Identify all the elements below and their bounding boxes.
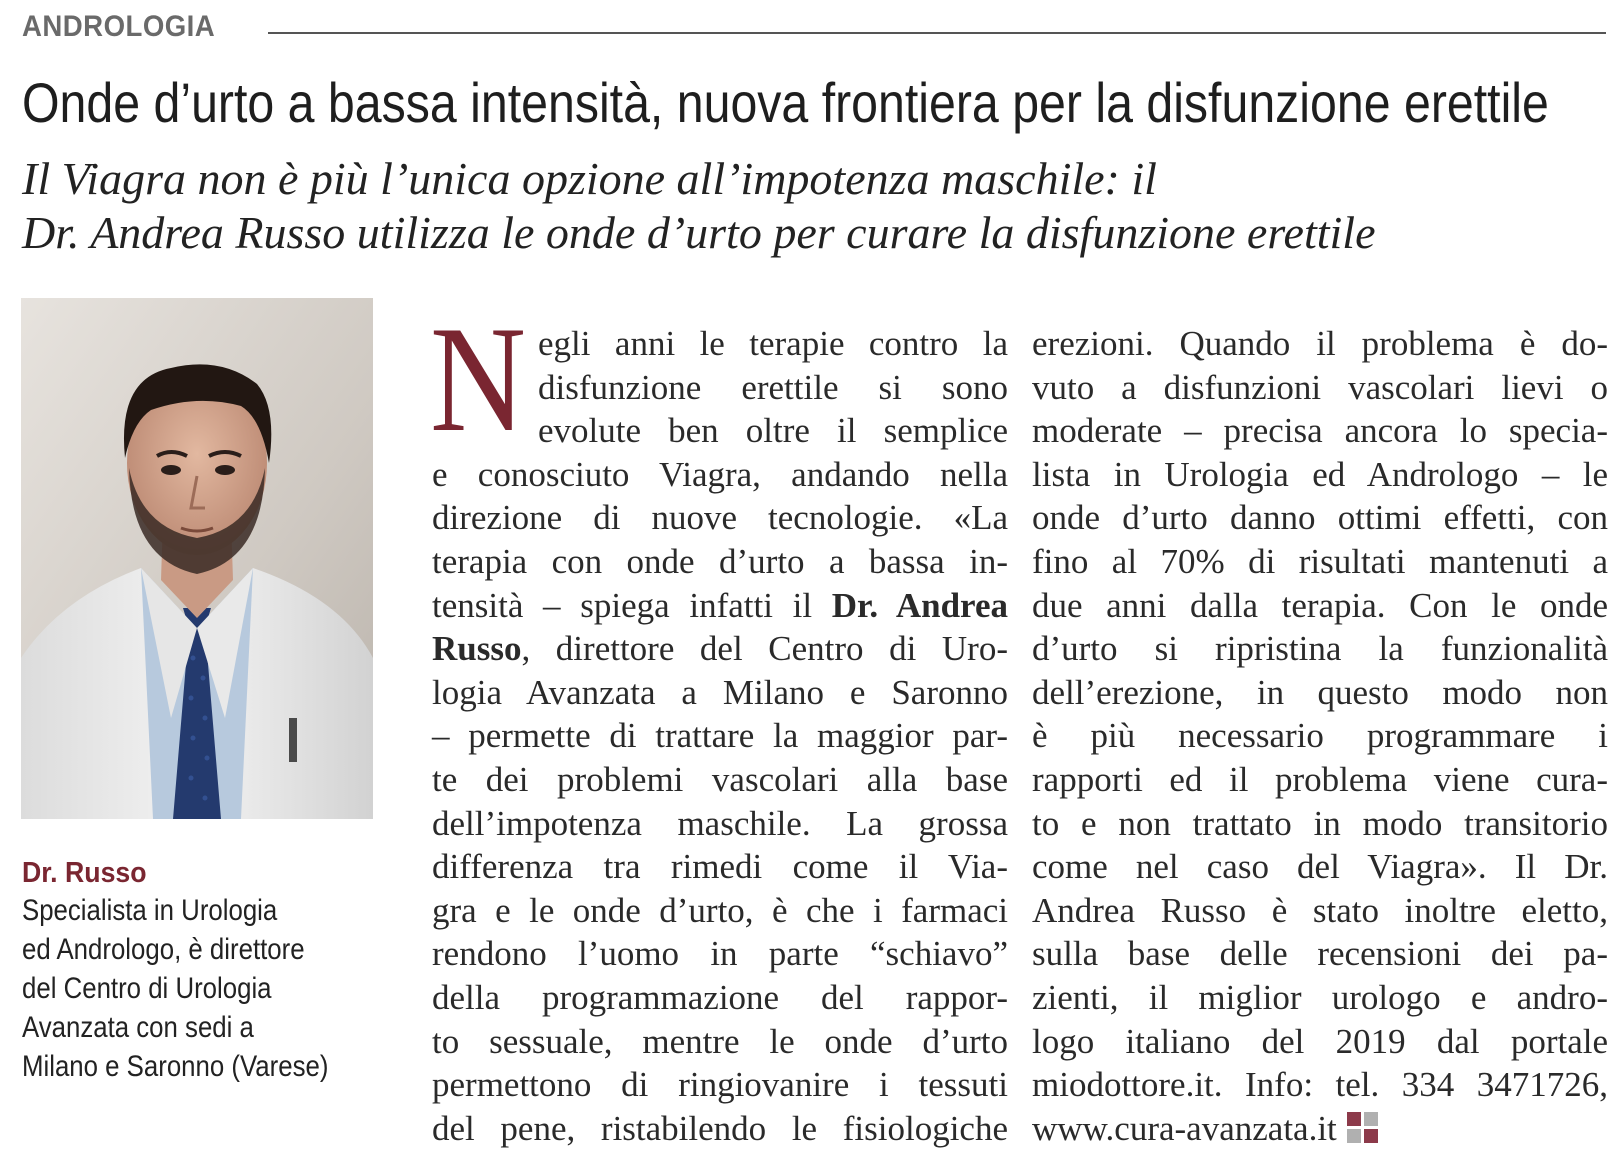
text-line: egli anni le terapie contro la	[538, 324, 1008, 363]
text-line: moderate – precisa ancora lo specia-	[1032, 411, 1608, 451]
section-label: ANDROLOGIA	[22, 10, 216, 43]
text-line: to sessuale, mentre le onde d’urto	[432, 1021, 1008, 1061]
caption-line: Specialista in Urologia	[22, 894, 278, 927]
text-line: to e non trattato in modo transitorio	[1032, 803, 1608, 843]
text-line: erezioni. Quando il problema è do-	[1032, 324, 1608, 363]
text-line: come nel caso del Viagra». Il Dr.	[1032, 847, 1608, 887]
caption-name: Dr. Russo	[22, 857, 147, 889]
caption-line: ed Andrologo, è direttore	[22, 933, 305, 966]
text-line: e conosciuto Viagra, andando nella	[432, 454, 1008, 494]
text-line: evolute ben oltre il semplice	[538, 411, 1008, 451]
text-line: rendono l’uomo in parte “schiavo”	[432, 934, 1008, 974]
text-line	[432, 584, 1008, 628]
text-line: direzione di nuove tecnologie. «La	[432, 498, 1008, 538]
text-line: lista in Urologia ed Andrologo – le	[1032, 454, 1608, 494]
website-text: www.cura-avanzata.it	[1032, 1108, 1337, 1148]
headline: Onde d’urto a bassa intensità, nuova frontiera per la disfunzione erettile	[22, 71, 1549, 134]
caption-line: Milano e Saronno (Varese)	[22, 1050, 329, 1083]
text-line	[1032, 1107, 1608, 1151]
subheadline-line: Il Viagra non è più l’unica opzione all’impotenza maschile: il	[22, 153, 1157, 204]
text-line: vuto a disfunzioni vascolari lievi o	[1032, 367, 1608, 407]
text-line: fino al 70% di risultati mantenuti a	[1032, 541, 1608, 581]
text-line: miodottore.it. Info: tel. 334 3471726,	[1032, 1065, 1608, 1105]
text-run: , direttore del Centro di Uro-	[521, 629, 1008, 669]
text-line: due anni dalla terapia. Con le onde	[1032, 585, 1608, 625]
article-column-2	[1032, 322, 1608, 1150]
text-line: gra e le onde d’urto, è che i farmaci	[432, 890, 1008, 930]
text-line: differenza tra rimedi come il Via-	[432, 847, 1008, 887]
text-line: terapia con onde d’urto a bassa in-	[432, 541, 1008, 581]
text-line: onde d’urto danno ottimi effetti, con	[1032, 498, 1608, 538]
text-line: zienti, il miglior urologo e andro-	[1032, 977, 1608, 1017]
text-line: permettono di ringiovanire i tessuti	[432, 1065, 1008, 1105]
section-rule	[268, 32, 1606, 34]
text-line: del pene, ristabilendo le fisiologiche	[432, 1108, 1008, 1148]
end-of-article-mark-icon	[1347, 1112, 1379, 1144]
text-line: te dei problemi vascolari alla base	[432, 759, 1008, 799]
text-line: – permette di trattare la maggior par-	[432, 716, 1008, 756]
text-line: della programmazione del rappor-	[432, 977, 1008, 1017]
doctor-name-bold: Dr. Andrea	[831, 585, 1008, 625]
caption-line: Avanzata con sedi a	[22, 1011, 254, 1044]
text-line: Andrea Russo è stato inoltre eletto,	[1032, 890, 1608, 930]
drop-cap-letter: N	[430, 295, 526, 463]
article-column-1	[432, 322, 1008, 1150]
text-line: disfunzione erettile si sono	[538, 367, 1008, 407]
doctor-name-bold: Russo	[432, 629, 522, 669]
text-line	[432, 627, 1008, 671]
text-line: logia Avanzata a Milano e Saronno	[432, 672, 1008, 712]
text-line: è più necessario programmare i	[1032, 716, 1608, 756]
text-line: sulla base delle recensioni dei pa-	[1032, 934, 1608, 974]
text-line: rapporti ed il problema viene cura-	[1032, 759, 1608, 799]
caption-line: del Centro di Urologia	[22, 972, 272, 1005]
text-run: tensità – spiega infatti il	[432, 585, 832, 625]
portrait-photo	[21, 298, 373, 819]
text-line: logo italiano del 2019 dal portale	[1032, 1021, 1608, 1061]
subheadline	[22, 152, 1622, 260]
text-line: d’urto si ripristina la funzionalità	[1032, 629, 1608, 669]
subheadline-line: Dr. Andrea Russo utilizza le onde d’urto per curare la disfunzione erettile	[22, 207, 1376, 258]
text-line: dell’erezione, in questo modo non	[1032, 672, 1608, 712]
text-line: dell’impotenza maschile. La grossa	[432, 803, 1008, 843]
